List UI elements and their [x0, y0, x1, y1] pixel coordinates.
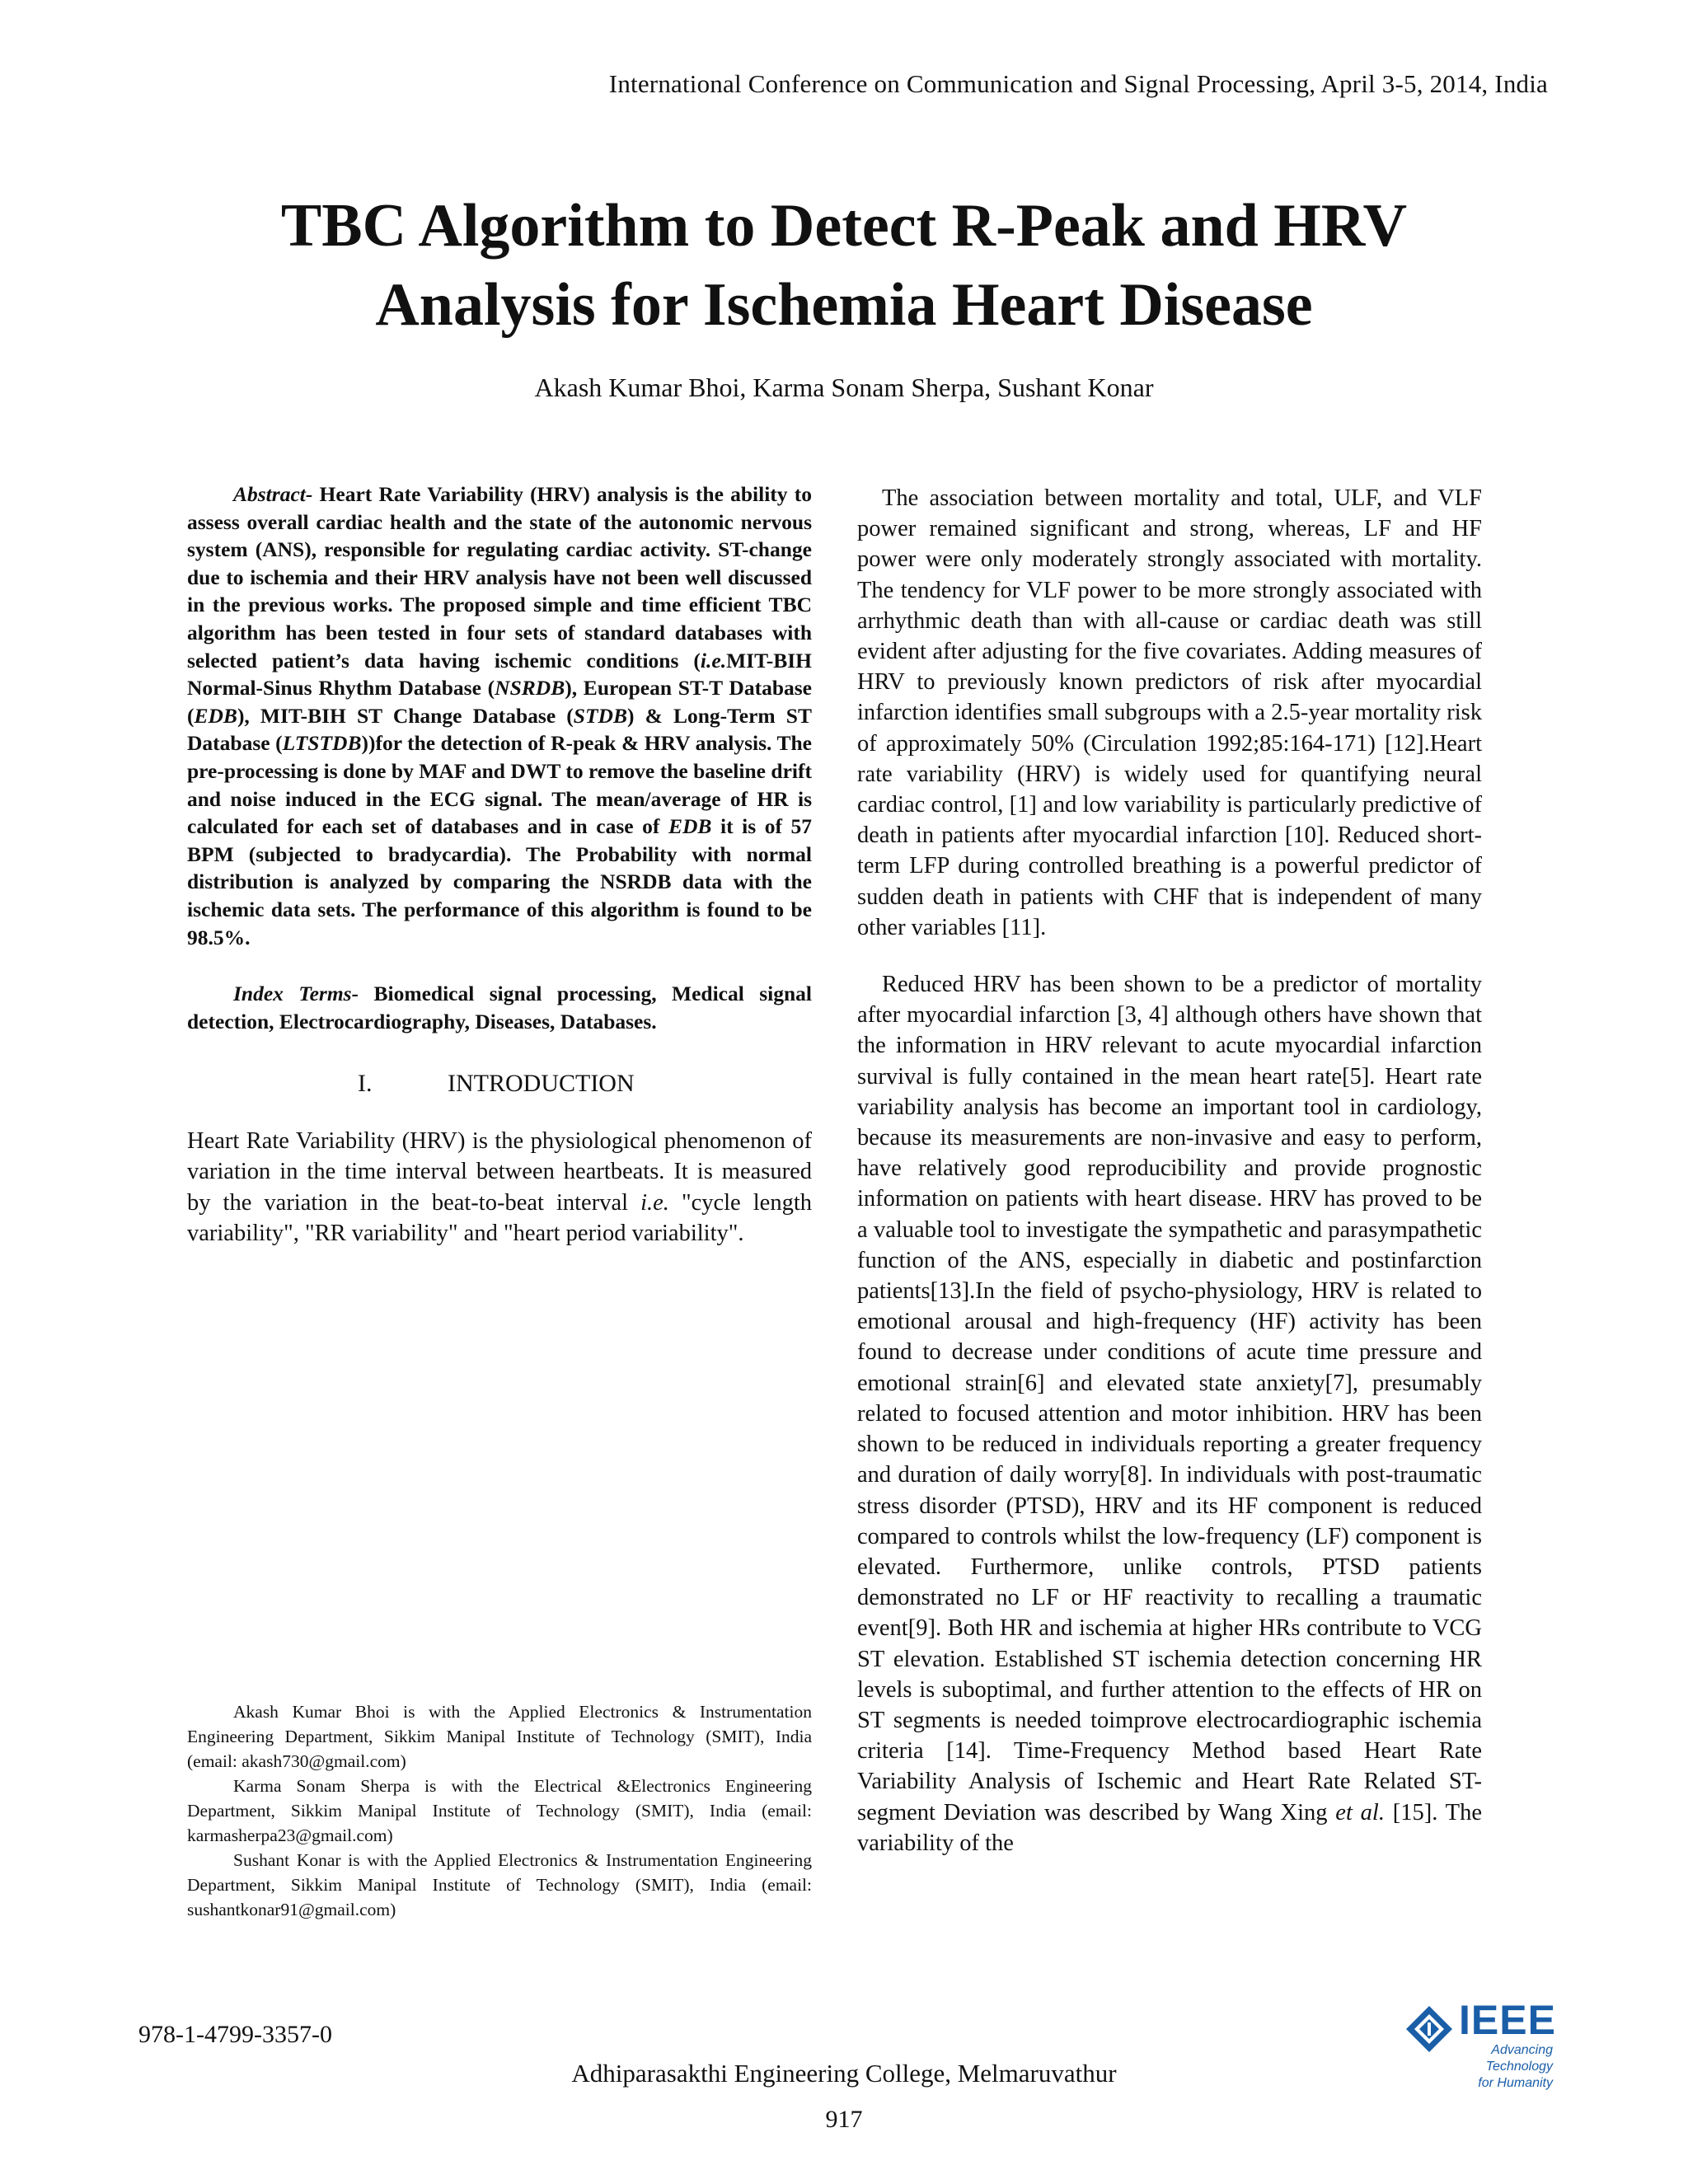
abstract-text-2: MIT-BIH Normal-Sinus Rhythm Database ( — [187, 648, 812, 701]
section-heading-introduction — [187, 1070, 812, 1103]
abstract-label: Abstract- — [233, 482, 313, 506]
abstract-text-1: Heart Rate Variability (HRV) analysis is the ability to assess overall cardiac health and the state of the autonomic nervous system (ANS), responsible for regulating cardiac activity. ST-change due to ischemia and their HRV analysis have not been well discussed in the previous works. The proposed simple and time efficient TBC algorithm has been tested in four sets of standard databases with selected patient’s data having ischemic conditions ( — [187, 482, 812, 673]
title-line-1: TBC Algorithm to Detect R-Peak and HRV — [280, 192, 1408, 260]
title-line-2: Analysis for Ischemia Heart Disease — [375, 271, 1313, 339]
abstract — [187, 480, 812, 951]
abstract-nsrdb: NSRDB — [495, 676, 565, 701]
index-terms-label: Index Terms- — [233, 982, 359, 1006]
ieee-tagline-1: Advancing Technology — [1485, 2043, 1553, 2074]
conference-header: International Conference on Communication and Signal Processing, April 3-5, 2014, India — [608, 69, 1548, 98]
abstract-text-7: it is of 57 BPM (subjected to bradycardia). The Probability with normal distribution is analyzed by comparing the NSRDB data with the ischemic data sets. The performance of this algorithm is found to be 98.5%. — [187, 814, 813, 949]
footnote-3: Sushant Konar is with the Applied Electronics & Instrumentation Engineering Department, Sikkim Manipal Institute of Technology (SMIT), India (email: sushantkonar91@gmail.com) — [187, 1850, 812, 1919]
right-paragraph-1: The association between mortality and total, ULF, and VLF power remained significant and strong, whereas, LF and HF power were only moderately strongly associated with mortality. The tendency for VLF power to be more strongly associated with arrhythmic death than with all-cause or cardiac death was still evident after adjusting for the five covariates. Adding measures of HRV to previously known predictors of risk after myocardial infarction identifies small subgroups with a 2.5-year mortality risk of approximately 50% (Circulation 1992;85:164-171) [12].Heart rate variability (HRV) is widely used for quantifying neural cardiac control, [1] and low variability is particularly predictive of death in patients after myocardial infarction [10]. Reduced short-term LFP during controlled breathing is a powerful predictor of sudden death in patients with CHF that is independent of many other variables [11]. — [857, 485, 1482, 940]
section-number: I. — [358, 1070, 373, 1098]
abstract-text-4: ), MIT-BIH ST Change Database ( — [237, 703, 574, 728]
intro-ie: i.e. — [640, 1189, 669, 1216]
paper-title — [0, 186, 1688, 344]
right-paragraph-2-etal: et al. — [1335, 1799, 1385, 1825]
abstract-text-6: ))for the detection of R-peak & HRV analysis. The pre-processing is done by MAF and DWT to remove the baseline drift and noise induced in the ECG signal. The mean/average of HR is calculated for each set of databases and in case of — [187, 731, 812, 839]
left-column — [187, 480, 812, 1249]
intro-text-2: "cycle length variability", "RR variability" and "heart period variability". — [187, 1189, 812, 1246]
right-paragraph-2-text-2: [15]. The variability of the — [857, 1799, 1482, 1856]
ieee-tagline-2: for Humanity — [1478, 2076, 1553, 2090]
isbn: 978-1-4799-3357-0 — [138, 2021, 332, 2048]
right-paragraph-2-text-1: Reduced HRV has been shown to be a predictor of mortality after myocardial infarction [3, 4] although others have shown that the information in HRV relevant to acute myocardial infarction survival is fully contained in the mean heart rate[5]. Heart rate variability analysis has become an important tool in cardiology, because its measurements are non-invasive and easy to perform, have relatively good reproducibility and provide prognostic information on patients with heart disease. HRV has proved to be a valuable tool to investigate the sympathetic and parasympathetic function of the ANS, especially in diabetic and postinfarction patients[13].In the field of psycho-physiology, HRV is related to emotional arousal and high-frequency (HF) activity has been found to decrease under conditions of acute time pressure and emotional strain[6] and elevated state anxiety[7], presumably related to focused attention and motor inhibition. HRV has been shown to be reduced in individuals reporting a greater frequency and duration of daily worry[8]. In individuals with post-traumatic stress disorder (PTSD), HRV and its HF component is reduced compared to controls whilst the low-frequency (LF) component is elevated. Furthermore, unlike controls, PTSD patients demonstrated no LF or HF reactivity to recalling a traumatic event[9]. Both HR and ischemia at higher HRs contribute to VCG ST elevation. Established ST ischemia detection concerning HR levels is suboptimal, and further attention to the effects of HR on ST segments is needed toimprove electrocardiographic ischemia criteria [14]. Time-Frequency Method based Heart Rate Variability Analysis of Ischemic and Heart Rate Related ST-segment Deviation was described by Wang Xing — [857, 972, 1482, 1825]
introduction-paragraph — [187, 1126, 812, 1249]
abstract-ltstdb: LTSTDB — [282, 731, 362, 756]
author-list: Akash Kumar Bhoi, Karma Sonam Sherpa, Sushant Konar — [534, 373, 1154, 402]
abstract-edb: EDB — [194, 703, 237, 728]
index-terms — [187, 980, 812, 1035]
ieee-wordmark: IEEE — [1459, 1997, 1556, 2043]
abstract-text-5: ) & Long-Term ST Database ( — [187, 703, 812, 756]
abstract-ie: i.e. — [700, 648, 727, 673]
footnote-1: Akash Kumar Bhoi is with the Applied Electronics & Instrumentation Engineering Department, Sikkim Manipal Institute of Technology (SMIT), India (email: akash730@gmail.com) — [187, 1702, 812, 1771]
page-number: 917 — [825, 2106, 863, 2133]
footnote-2: Karma Sonam Sherpa is with the Electrical &Electronics Engineering Department, Sikkim Manipal Institute of Technology (SMIT), India (email: karmasherpa23@gmail.com) — [187, 1776, 812, 1845]
abstract-stdb: STDB — [573, 703, 627, 728]
index-terms-text: Biomedical signal processing, Medical signal detection, Electrocardiography, Diseases, Databases. — [187, 982, 813, 1033]
right-column — [857, 483, 1482, 1858]
intro-text-1: Heart Rate Variability (HRV) is the physiological phenomenon of variation in the time interval between heartbeats. It is measured by the variation in the beat-to-beat interval — [187, 1128, 812, 1216]
section-name: INTRODUCTION — [448, 1070, 635, 1098]
college-footer: Adhiparasakthi Engineering College, Melmaruvathur — [571, 2059, 1117, 2088]
right-paragraph-2 — [857, 969, 1482, 1858]
abstract-edb-2: EDB — [668, 814, 712, 839]
author-footnotes — [187, 1699, 812, 1922]
abstract-text-3: ), European ST-T Database ( — [187, 676, 812, 728]
